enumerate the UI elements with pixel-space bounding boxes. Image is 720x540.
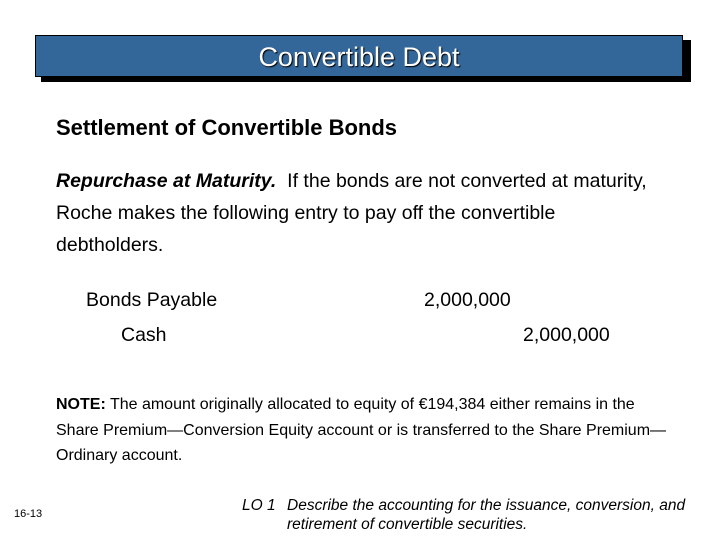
entry-account-debit: Bonds Payable (86, 289, 218, 311)
body-paragraph (56, 165, 656, 261)
paragraph-text: If the bonds are not converted at maturity, Roche makes the following entry to pay off the convertible debtholders. (56, 170, 653, 256)
lo-label: LO 1 (242, 497, 276, 514)
entry-account-credit: Cash (121, 324, 167, 346)
note-text: The amount originally allocated to equity of €194,384 either remains in the Share Premium—Conversion Equity account or is transferred to the Share Premium—Ordinary account. (56, 396, 667, 464)
page-number: 16-13 (14, 508, 43, 520)
section-heading: Settlement of Convertible Bonds (56, 115, 398, 140)
learning-objective (242, 496, 707, 534)
note (56, 392, 676, 469)
entry-debit-amount: 2,000,000 (424, 289, 511, 311)
lo-text: Describe the accounting for the issuance, conversion, and retirement of convertible securities. (287, 497, 686, 533)
slide-title: Convertible Debt (35, 35, 683, 77)
note-label: NOTE: (56, 396, 106, 413)
paragraph-lead: Repurchase at Maturity. (56, 170, 277, 192)
entry-credit-amount: 2,000,000 (523, 324, 610, 346)
